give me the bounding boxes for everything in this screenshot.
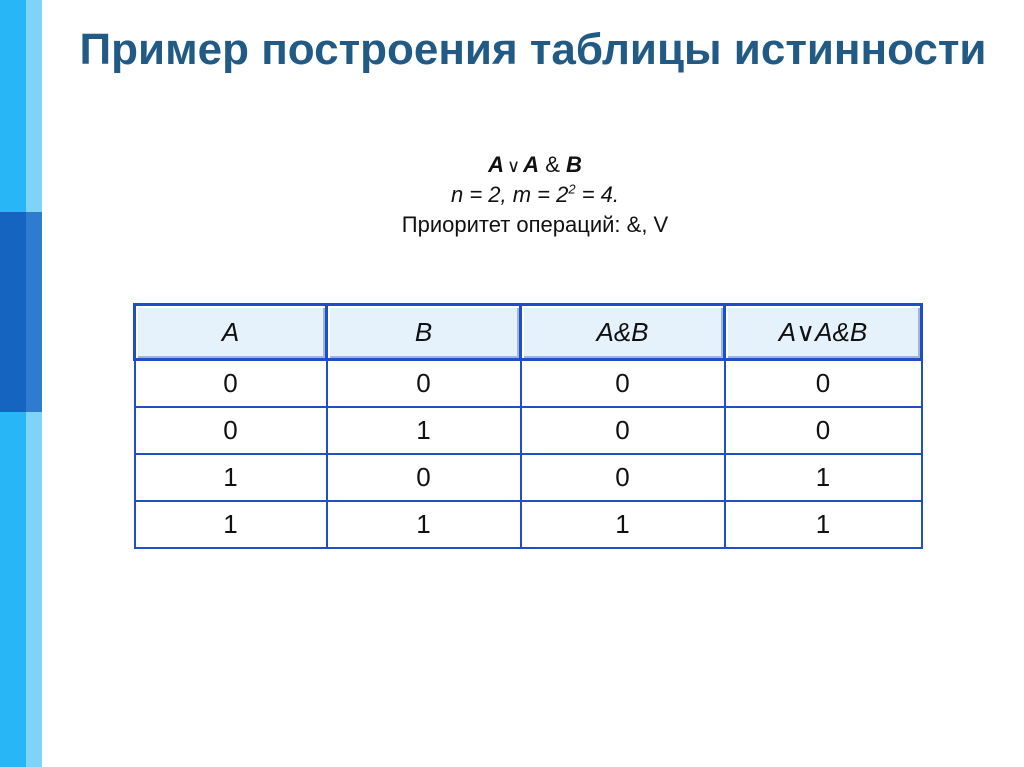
table-cell: 0 (135, 407, 327, 454)
table-row (135, 501, 922, 548)
expression-var-b: B (566, 152, 582, 177)
sidebar-strip-mid (26, 212, 42, 412)
or-operator: ∨ (506, 156, 521, 176)
truth-table (133, 303, 923, 549)
header-a-and-b: A&B (521, 305, 725, 360)
table-cell: 1 (725, 501, 922, 548)
table-cell: 0 (521, 454, 725, 501)
operation-priority: Приоритет операций: &, V (401, 212, 669, 237)
sidebar-decoration (0, 0, 42, 767)
table-row (135, 407, 922, 454)
table-cell: 1 (725, 454, 922, 501)
table-cell: 0 (327, 360, 521, 408)
boolean-expression (280, 150, 790, 180)
table-cell: 0 (725, 360, 922, 408)
table-cell: 0 (521, 360, 725, 408)
table-cell: 0 (327, 454, 521, 501)
header-a: A (135, 305, 327, 360)
table-cell: 1 (327, 501, 521, 548)
row-count-exponent: 2 (568, 181, 576, 197)
sidebar-strip-dark (0, 212, 26, 412)
table-row (135, 360, 922, 408)
header-b: B (327, 305, 521, 360)
table-cell: 1 (135, 501, 327, 548)
table-cell: 1 (327, 407, 521, 454)
table-cell: 1 (135, 454, 327, 501)
table-header-row (135, 305, 922, 360)
table-cell: 0 (725, 407, 922, 454)
header-result: A∨A&B (725, 305, 922, 360)
row-count-prefix: n = 2, m = 2 (450, 182, 569, 207)
formula-block (280, 150, 790, 240)
row-count-suffix: = 4. (575, 182, 620, 207)
table-cell: 0 (135, 360, 327, 408)
expression-var-a-second: A (523, 152, 540, 177)
table-row (135, 454, 922, 501)
table-cell: 1 (521, 501, 725, 548)
expression-var-a: A (488, 152, 504, 177)
slide-title: Пример построения таблицы истинности (79, 25, 987, 74)
and-operator: & (545, 152, 560, 177)
row-count-formula (280, 180, 790, 210)
table-cell: 0 (521, 407, 725, 454)
